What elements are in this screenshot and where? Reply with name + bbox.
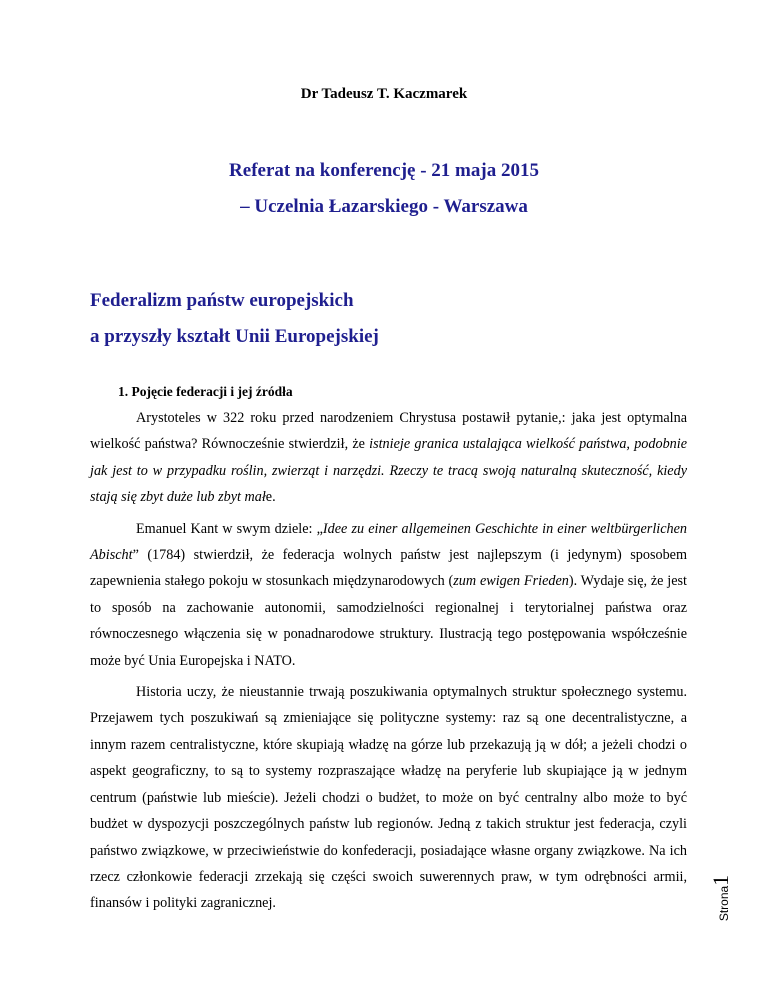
page-label: Strona bbox=[717, 885, 731, 922]
book-title-2: zum ewigen Frieden bbox=[453, 573, 569, 590]
conference-venue: – Uczelnia Łazarskiego - Warszawa bbox=[240, 196, 528, 217]
page-number: 1 bbox=[708, 874, 733, 886]
body-text bbox=[90, 405, 687, 917]
page-number-footer bbox=[705, 838, 737, 958]
paragraph-text: Arystoteles w 322 roku przed narodzeniem Chrystusa postawił pytanie,: jaka jest optymalna wielkość państwa? Równocześnie stwierdził, że bbox=[90, 410, 687, 453]
paragraph-text: ” (1784) stwierdził, że federacja wolnych państw jest najlepszym (i jedynym) sposobem zapewnienia stałego pokoju w stosunkach międzynarodowych ( bbox=[90, 547, 687, 590]
section-title: Pojęcie federacji i jej źródła bbox=[131, 384, 293, 399]
paragraph-kant bbox=[90, 516, 687, 674]
section-heading bbox=[118, 384, 293, 400]
paragraph-history: Historia uczy, że nieustannie trwają poszukiwania optymalnych struktur społecznego systemu. Przejawem tych poszukiwań są zmieniające się polityczne systemy: raz są one decentralistyczne, a innym razem centralistyczne, które skupiają władzę na górze lub przekazują ją w dół; a jeżeli chodzi o aspekt geograficzny, to są to systemy rozpraszające władzę na peryferie lub skupiające ją w jednym centrum (państwie lub mieście). Jeżeli chodzi o budżet, to może on być centralny albo może to być budżet w dyspozycji poszczególnych państw lub regionów. Jedną z takich struktur jest federacja, czyli państwo związkowe, w przeciwieństwie do konfederacji, posiadające własne organy związkowe. Na ich rzecz członkowie federacji zrzekają się części swoich suwerennych praw, w tym odrębności armii, finansów i polityki zagranicznej. bbox=[90, 684, 687, 912]
paragraph-aristotle bbox=[90, 405, 687, 511]
paragraph-quote: istnieje granica ustalająca wielkość państwa, podobnie jak jest to w przypadku roślin, zwierząt i narzędzi. Rzeczy te tracą swoją naturalną skuteczność, kiedy stają się zbyt duże lub zbyt mał bbox=[90, 436, 687, 506]
conference-title: Referat na konferencję - 21 maja 2015 bbox=[229, 160, 539, 181]
paragraph-text: ). Wydaje się, że jest to sposób na zachowanie autonomii, samodzielności regionalnej i terytorialnej państwa oraz równoczesnego włączenia się w ponadnarodowe struktury. Ilustracją tego postępowania współcześnie może być Unia Europejska i NATO. bbox=[90, 573, 687, 669]
paragraph-text: e. bbox=[265, 489, 276, 506]
author-name: Dr Tadeusz T. Kaczmarek bbox=[300, 86, 468, 102]
book-title: Idee zu einer allgemeinen Geschichte in einer weltbürgerlichen Abischt bbox=[90, 520, 687, 564]
paper-title-line2: a przyszły kształt Unii Europejskiej bbox=[90, 326, 379, 347]
paragraph-text: Emanuel Kant w swym dziele: „ bbox=[136, 520, 323, 537]
section-number: 1. bbox=[118, 384, 129, 399]
paper-title-line1: Federalizm państw europejskich bbox=[90, 290, 354, 311]
